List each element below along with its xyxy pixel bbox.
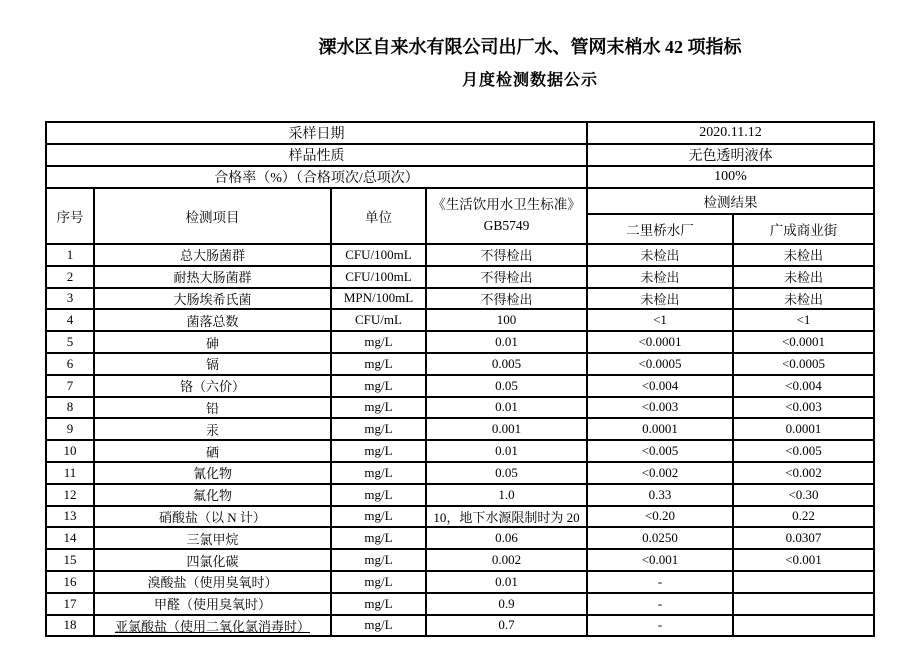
page-subtitle: 月度检测数据公示 bbox=[461, 72, 598, 89]
row-standard: 0.001 bbox=[426, 418, 587, 440]
row-standard: 0.002 bbox=[426, 549, 587, 571]
row-result-guangcheng: <1 bbox=[733, 309, 874, 331]
row-item: 大肠埃希氏菌 bbox=[94, 288, 331, 310]
row-unit: mg/L bbox=[331, 353, 426, 375]
row-seq: 13 bbox=[46, 506, 94, 528]
row-result-erliqiao: 0.0250 bbox=[587, 527, 733, 549]
table-row bbox=[46, 309, 874, 331]
water-quality-table bbox=[45, 121, 875, 637]
row-unit: MPN/100mL bbox=[331, 288, 426, 310]
header-plant1: 二里桥水厂 bbox=[587, 214, 733, 244]
row-result-guangcheng: <0.001 bbox=[733, 549, 874, 571]
pass-rate-label: 合格率（%）（合格项次/总项次） bbox=[46, 166, 587, 188]
row-unit: mg/L bbox=[331, 615, 426, 637]
row-item: 铬（六价） bbox=[94, 375, 331, 397]
row-result-guangcheng: <0.005 bbox=[733, 440, 874, 462]
page-title: 溧水区自来水有限公司出厂水、管网末梢水 42 项指标 bbox=[318, 37, 742, 57]
row-standard: 0.7 bbox=[426, 615, 587, 637]
row-standard: 0.05 bbox=[426, 462, 587, 484]
row-result-erliqiao: 0.0001 bbox=[587, 418, 733, 440]
row-unit: mg/L bbox=[331, 331, 426, 353]
table-row bbox=[46, 244, 874, 266]
row-result-guangcheng bbox=[733, 593, 874, 615]
row-unit: mg/L bbox=[331, 462, 426, 484]
header-plant2: 广成商业街 bbox=[733, 214, 874, 244]
row-seq: 12 bbox=[46, 484, 94, 506]
row-item: 砷 bbox=[94, 331, 331, 353]
row-seq: 7 bbox=[46, 375, 94, 397]
header-standard bbox=[426, 188, 587, 244]
row-seq: 14 bbox=[46, 527, 94, 549]
row-unit: mg/L bbox=[331, 484, 426, 506]
row-result-erliqiao: 未检出 bbox=[587, 288, 733, 310]
table-row bbox=[46, 484, 874, 506]
table-row bbox=[46, 615, 874, 637]
row-standard: 1.0 bbox=[426, 484, 587, 506]
row-unit: mg/L bbox=[331, 571, 426, 593]
row-result-erliqiao: <0.003 bbox=[587, 397, 733, 419]
row-unit: mg/L bbox=[331, 375, 426, 397]
row-standard: 0.06 bbox=[426, 527, 587, 549]
row-standard: 0.01 bbox=[426, 571, 587, 593]
row-seq: 1 bbox=[46, 244, 94, 266]
table-row bbox=[46, 440, 874, 462]
row-item: 四氯化碳 bbox=[94, 549, 331, 571]
row-result-erliqiao: 未检出 bbox=[587, 266, 733, 288]
table-row bbox=[46, 527, 874, 549]
sample-date-value: 2020.11.12 bbox=[587, 122, 874, 144]
row-unit: mg/L bbox=[331, 527, 426, 549]
sample-date-label: 采样日期 bbox=[46, 122, 587, 144]
table-row bbox=[46, 462, 874, 484]
row-result-erliqiao: <0.004 bbox=[587, 375, 733, 397]
row-result-erliqiao: <0.005 bbox=[587, 440, 733, 462]
row-result-guangcheng bbox=[733, 571, 874, 593]
info-row-sample-nature bbox=[46, 144, 874, 166]
row-item: 总大肠菌群 bbox=[94, 244, 331, 266]
row-seq: 8 bbox=[46, 397, 94, 419]
row-result-erliqiao: <1 bbox=[587, 309, 733, 331]
row-seq: 11 bbox=[46, 462, 94, 484]
table-row bbox=[46, 375, 874, 397]
header-item: 检测项目 bbox=[94, 188, 331, 244]
row-unit: mg/L bbox=[331, 506, 426, 528]
table-row bbox=[46, 418, 874, 440]
row-result-erliqiao: <0.001 bbox=[587, 549, 733, 571]
row-result-guangcheng: <0.003 bbox=[733, 397, 874, 419]
row-result-erliqiao: <0.20 bbox=[587, 506, 733, 528]
row-standard: 0.01 bbox=[426, 397, 587, 419]
row-item: 硝酸盐（以 N 计） bbox=[94, 506, 331, 528]
row-item: 镉 bbox=[94, 353, 331, 375]
row-item: 氟化物 bbox=[94, 484, 331, 506]
table-row bbox=[46, 593, 874, 615]
row-unit: mg/L bbox=[331, 549, 426, 571]
row-unit: CFU/100mL bbox=[331, 266, 426, 288]
row-result-guangcheng: <0.0001 bbox=[733, 331, 874, 353]
row-result-guangcheng: 0.0001 bbox=[733, 418, 874, 440]
row-result-erliqiao: <0.0005 bbox=[587, 353, 733, 375]
row-seq: 18 bbox=[46, 615, 94, 637]
row-unit: mg/L bbox=[331, 593, 426, 615]
row-seq: 9 bbox=[46, 418, 94, 440]
table-row bbox=[46, 353, 874, 375]
row-item: 硒 bbox=[94, 440, 331, 462]
sample-nature-value: 无色透明液体 bbox=[587, 144, 874, 166]
row-item: 汞 bbox=[94, 418, 331, 440]
row-standard: 0.01 bbox=[426, 440, 587, 462]
header-standard-line2: GB5749 bbox=[483, 218, 530, 233]
table-row bbox=[46, 266, 874, 288]
row-result-guangcheng: 0.0307 bbox=[733, 527, 874, 549]
row-standard: 0.9 bbox=[426, 593, 587, 615]
row-seq: 10 bbox=[46, 440, 94, 462]
row-result-guangcheng: 未检出 bbox=[733, 288, 874, 310]
info-row-sample-date bbox=[46, 122, 874, 144]
row-result-erliqiao: - bbox=[587, 615, 733, 637]
table-row bbox=[46, 506, 874, 528]
row-seq: 3 bbox=[46, 288, 94, 310]
row-result-guangcheng bbox=[733, 615, 874, 637]
sample-nature-label: 样品性质 bbox=[46, 144, 587, 166]
row-standard: 0.05 bbox=[426, 375, 587, 397]
row-unit: CFU/mL bbox=[331, 309, 426, 331]
row-result-erliqiao: <0.0001 bbox=[587, 331, 733, 353]
header-unit: 单位 bbox=[331, 188, 426, 244]
row-result-erliqiao: 未检出 bbox=[587, 244, 733, 266]
table-row bbox=[46, 331, 874, 353]
row-standard: 不得检出 bbox=[426, 244, 587, 266]
row-unit: mg/L bbox=[331, 440, 426, 462]
row-item: 铅 bbox=[94, 397, 331, 419]
header-result: 检测结果 bbox=[587, 188, 874, 214]
row-result-guangcheng: <0.002 bbox=[733, 462, 874, 484]
row-unit: CFU/100mL bbox=[331, 244, 426, 266]
row-unit: mg/L bbox=[331, 418, 426, 440]
header-row-top bbox=[46, 188, 874, 214]
row-standard: 10，地下水源限制时为 20 bbox=[426, 506, 587, 528]
table-row bbox=[46, 549, 874, 571]
row-standard: 0.01 bbox=[426, 331, 587, 353]
row-result-guangcheng: <0.004 bbox=[733, 375, 874, 397]
row-result-guangcheng: 未检出 bbox=[733, 266, 874, 288]
row-seq: 16 bbox=[46, 571, 94, 593]
row-standard: 不得检出 bbox=[426, 288, 587, 310]
row-standard: 100 bbox=[426, 309, 587, 331]
row-seq: 17 bbox=[46, 593, 94, 615]
row-standard: 不得检出 bbox=[426, 266, 587, 288]
row-item: 亚氯酸盐（使用二氧化氯消毒时） bbox=[94, 615, 331, 637]
row-standard: 0.005 bbox=[426, 353, 587, 375]
row-item: 三氯甲烷 bbox=[94, 527, 331, 549]
header-standard-line1: 《生活饮用水卫生标准》 bbox=[432, 197, 581, 213]
info-row-pass-rate bbox=[46, 166, 874, 188]
pass-rate-value: 100% bbox=[587, 166, 874, 188]
row-item: 溴酸盐（使用臭氧时） bbox=[94, 571, 331, 593]
row-result-erliqiao: <0.002 bbox=[587, 462, 733, 484]
row-result-erliqiao: 0.33 bbox=[587, 484, 733, 506]
header-seq: 序号 bbox=[46, 188, 94, 244]
row-result-guangcheng: <0.0005 bbox=[733, 353, 874, 375]
row-seq: 2 bbox=[46, 266, 94, 288]
row-item: 氰化物 bbox=[94, 462, 331, 484]
row-seq: 4 bbox=[46, 309, 94, 331]
row-result-guangcheng: 0.22 bbox=[733, 506, 874, 528]
row-item: 耐热大肠菌群 bbox=[94, 266, 331, 288]
table-row bbox=[46, 288, 874, 310]
row-result-erliqiao: - bbox=[587, 571, 733, 593]
row-result-guangcheng: <0.30 bbox=[733, 484, 874, 506]
row-seq: 5 bbox=[46, 331, 94, 353]
table-row bbox=[46, 397, 874, 419]
row-result-erliqiao: - bbox=[587, 593, 733, 615]
row-unit: mg/L bbox=[331, 397, 426, 419]
row-seq: 15 bbox=[46, 549, 94, 571]
row-result-guangcheng: 未检出 bbox=[733, 244, 874, 266]
table-row bbox=[46, 571, 874, 593]
row-item: 菌落总数 bbox=[94, 309, 331, 331]
row-seq: 6 bbox=[46, 353, 94, 375]
row-item: 甲醛（使用臭氧时） bbox=[94, 593, 331, 615]
